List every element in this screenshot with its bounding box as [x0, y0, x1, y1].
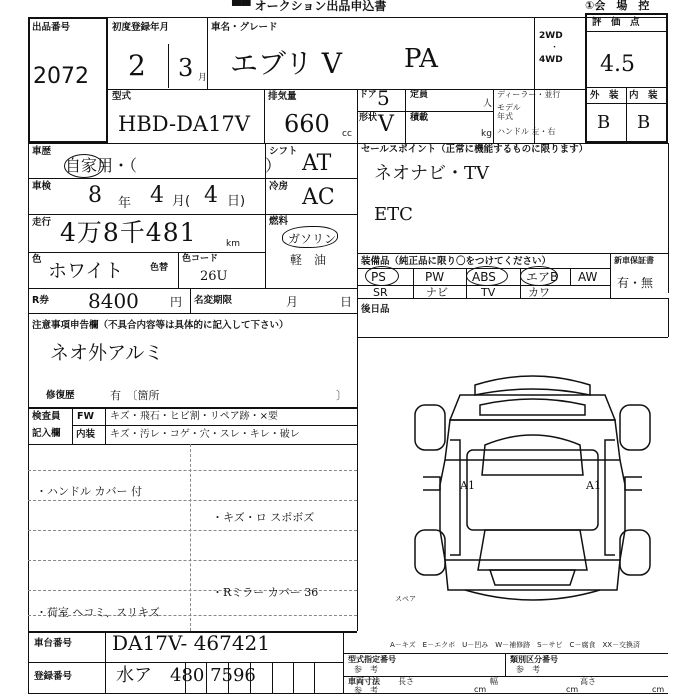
equip-airbag-circle [520, 266, 558, 286]
model-year-label-2: 年式 [497, 112, 513, 121]
color-code-value: 26U [200, 269, 228, 284]
fw-label: FW [77, 411, 94, 422]
drive-dot: ・ [550, 43, 560, 53]
registration-label: 登録番号 [34, 671, 73, 682]
ac-label: 冷房 [269, 181, 289, 192]
model-year-label-1: モデル [497, 103, 521, 112]
first-reg-year: 2 [128, 49, 146, 82]
width-unit: cm [566, 685, 579, 694]
recycle-unit: 円 [170, 295, 183, 309]
score-value: 4.5 [600, 52, 635, 77]
equip-abs: ABS [472, 270, 496, 284]
fw-text: キズ・飛石・ヒビ割・リペア跡・×要 [110, 411, 278, 422]
damage-legend: A－キズ E－エクボ U－凹み W－補修跡 S－サビ C－腐食 XX－交換済 [390, 641, 641, 649]
length-label: 長さ [398, 677, 414, 686]
registration-number: 水ア 480 7596 [116, 665, 256, 686]
first-reg-label: 初度登録年月 [112, 22, 170, 33]
damage-mark-left: A1 [460, 479, 475, 492]
name-change-label: 名変期限 [194, 295, 233, 306]
comment-3: ・Rミラー カバー 36 [212, 586, 319, 599]
width-label: 幅 [490, 677, 498, 686]
score-label: 評 価 点 [592, 17, 640, 28]
capacity-unit: 人 [483, 99, 493, 109]
displacement-value: 660 [284, 110, 330, 138]
repair-history-close: 〕 [336, 389, 347, 402]
car-condition-diagram [405, 365, 660, 615]
equip-navi: ナビ [426, 286, 448, 299]
sales-point-1: ネオナビ・TV [374, 163, 490, 184]
gasoline-circle [282, 226, 338, 248]
doors-label: ドア [359, 90, 377, 100]
exterior-grade: B [597, 112, 611, 133]
type-designation-ref: 参 考 [354, 665, 378, 674]
vehicle-size-label: 車両寸法 [348, 677, 380, 686]
load-unit: kg [481, 129, 492, 139]
comment-4: ・荷室 ヘコミ、スリキズ [36, 606, 160, 619]
load-label: 積載 [410, 113, 429, 123]
vehicle-size-ref: 参 考 [354, 686, 378, 695]
car-grade: PA [404, 44, 438, 74]
model-code-label: 型式 [112, 91, 132, 102]
height-label: 高さ [580, 677, 596, 686]
color-value: ホワイト [48, 260, 124, 282]
notes-label: 注意事項申告欄（不具合内容等は具体的に記入して下さい） [32, 320, 289, 331]
doors-value: 5 [377, 86, 390, 110]
dealer-label: ディーラー・並行 [497, 90, 561, 99]
exterior-label: 外 装 [590, 90, 619, 101]
chassis-number: DA17V- 467421 [112, 631, 270, 655]
displacement-label: 排気量 [268, 91, 297, 102]
interior-grade: B [637, 112, 651, 133]
aftermarket-label: 後日品 [361, 304, 390, 315]
lot-number: 2072 [33, 64, 89, 89]
chassis-label: 車台番号 [34, 638, 73, 649]
shift-value: AT [302, 151, 332, 176]
vehicle-use-label: 車歴 [32, 146, 52, 157]
inspector-label-2: 記入欄 [32, 428, 61, 439]
warranty-label: 新車保証書 [614, 256, 654, 265]
mileage-value: 4万8千481 [60, 218, 197, 247]
color-change-label: 色替 [150, 263, 169, 273]
shift-label: シフト [269, 146, 298, 157]
comment-1: ・ハンドル カバー 付 [36, 485, 142, 498]
inspection-day: 4 [204, 183, 218, 208]
interior-check-text: キズ・汚レ・コゲ・穴・スレ・キレ・破レ [110, 429, 300, 440]
equip-abs-circle [466, 266, 508, 286]
lot-label: 出品番号 [32, 22, 71, 33]
recycle-label: R券 [32, 295, 49, 306]
first-reg-month: 3 [178, 54, 194, 82]
equip-airbag: エアB [526, 270, 559, 284]
inspection-year: 8 [88, 183, 102, 208]
repair-history-value: 有 〔箇所 [110, 389, 160, 402]
equip-ps-circle [365, 266, 399, 286]
sales-point-2: ETC [374, 204, 413, 225]
category-ref: 参 考 [516, 665, 540, 674]
inspection-expiry-label: 車検 [32, 181, 52, 192]
body-shape-label: 形状 [359, 113, 378, 123]
interior-check-label: 内装 [76, 429, 96, 440]
equip-ps: PS [371, 270, 386, 284]
mileage-unit: km [226, 239, 240, 249]
model-code: HBD-DA17V [118, 112, 250, 136]
damage-mark-right: A1 [586, 479, 601, 492]
inspection-day-unit: 日) [227, 194, 246, 209]
mileage-label: 走行 [32, 217, 52, 228]
equipment-label: 装備品（純正品に限り〇をつけてください） [361, 256, 552, 267]
length-unit: cm [474, 685, 487, 694]
warranty-value: 有・無 [617, 276, 654, 290]
type-designation-label: 型式指定番号 [348, 655, 396, 664]
equip-sr: SR [373, 286, 388, 299]
category-label: 類別区分番号 [510, 655, 558, 664]
height-unit: cm [652, 685, 665, 694]
fuel-gasoline: ガソリン [288, 232, 337, 246]
inspector-label-1: 検査員 [32, 411, 61, 422]
private-use-circle [64, 154, 104, 178]
drive-2wd: 2WD [539, 31, 563, 41]
equip-aw: AW [578, 270, 598, 284]
fuel-kei: 軽 油 [290, 253, 327, 267]
spare-tire-label: スペア [395, 595, 416, 603]
inspection-month: 4 [150, 183, 164, 208]
name-change-month-unit: 月 [286, 295, 299, 309]
equip-tv: TV [481, 286, 496, 299]
sheet-title-fragment: ▀▀ オークション出品申込書 [232, 0, 387, 13]
ac-value: AC [302, 185, 335, 210]
equip-leather: カワ [528, 286, 550, 299]
drive-4wd: 4WD [539, 55, 563, 65]
venue-copy-label: ①会 場 控 [585, 0, 650, 12]
comment-2: ・キズ・ロ スポボズ [212, 511, 315, 524]
notes-value: ネオ外アルミ [50, 342, 164, 364]
body-shape-value: V [378, 112, 394, 137]
interior-label: 内 装 [629, 90, 658, 101]
vehicle-use-value: 自家用・（ ） [65, 156, 282, 175]
sales-points-label: セールスポイント（正常に機能するものに限ります） [361, 144, 589, 155]
recycle-value: 8400 [88, 289, 139, 313]
car-name: エブリ V [230, 47, 343, 80]
fuel-label: 燃料 [269, 216, 289, 227]
color-code-label: 色コード [182, 254, 219, 264]
car-name-label: 車名・グレード [211, 22, 278, 33]
name-change-day-unit: 日 [340, 295, 353, 309]
first-reg-month-unit: 月 [198, 73, 208, 83]
handle-label: ハンドル 左・右 [497, 127, 556, 136]
inspection-year-unit: 年 [118, 196, 132, 211]
displacement-unit: cc [342, 129, 352, 139]
equip-pw: PW [425, 270, 445, 284]
inspection-month-unit: 月( [172, 194, 191, 209]
repair-history-label: 修復歴 [46, 390, 75, 401]
color-label: 色 [32, 254, 42, 265]
capacity-label: 定員 [410, 90, 429, 100]
